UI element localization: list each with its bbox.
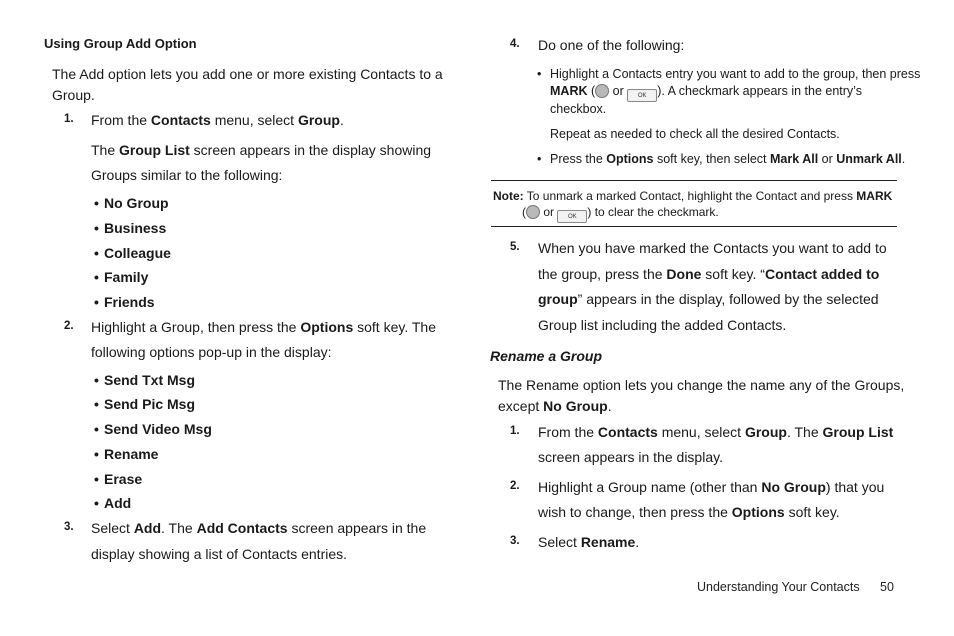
step-number: 3. bbox=[510, 535, 520, 547]
step-number: 5. bbox=[510, 241, 520, 253]
step-number: 2. bbox=[510, 480, 520, 492]
option-list-item: • Send Txt Msg bbox=[94, 372, 196, 388]
note-top-rule bbox=[491, 180, 897, 181]
option-list-item: • Rename bbox=[94, 446, 159, 462]
step5-line1: When you have marked the Contacts you want to add to bbox=[538, 240, 887, 256]
step3-text: Select Add. The Add Contacts screen appears in the bbox=[91, 520, 427, 536]
option-list-item: • Add bbox=[94, 495, 132, 511]
ok-key-icon: OK bbox=[557, 210, 587, 223]
rename-heading: Rename a Group bbox=[490, 348, 603, 364]
rename-intro-line2: except No Group. bbox=[498, 398, 612, 414]
step3-text-line2: display showing a list of Contacts entries. bbox=[91, 546, 348, 562]
mark-key-icon bbox=[526, 205, 540, 219]
step-number: 2. bbox=[64, 320, 74, 332]
step4-bullet1-line2: MARK ( or OK ). A checkmark appears in the entry’s bbox=[550, 83, 862, 102]
step2-text: Highlight a Group, then press the Options soft key. The bbox=[91, 319, 436, 335]
group-list-item: • Friends bbox=[94, 294, 155, 310]
rename-step3: Select Rename. bbox=[538, 534, 640, 550]
intro-text-line2: Group. bbox=[52, 87, 95, 103]
step1-para2-line2: Groups similar to the following: bbox=[91, 167, 283, 183]
group-list-item: • Business bbox=[94, 220, 167, 236]
rename-step2-line2: wish to change, then press the Options soft key. bbox=[538, 504, 840, 520]
rename-intro-line1: The Rename option lets you change the name any of the Groups, bbox=[498, 377, 905, 393]
step2-text-line2: following options pop-up in the display: bbox=[91, 344, 332, 360]
step5-line2: the group, press the Done soft key. “Contact added to bbox=[538, 266, 880, 282]
step5-line4: Group list including the added Contacts. bbox=[538, 317, 787, 333]
step4-bullet1-line1: • Highlight a Contacts entry you want to add to the group, then press bbox=[537, 67, 921, 81]
page-number: 50 bbox=[880, 580, 894, 594]
step-number: 1. bbox=[64, 113, 74, 125]
note-line1: Note: To unmark a marked Contact, highlight the Contact and press MARK bbox=[493, 189, 893, 203]
footer-section-title: Understanding Your Contacts bbox=[697, 580, 860, 594]
step5-line3: group” appears in the display, followed by the selected bbox=[538, 291, 879, 307]
option-list-item: • Send Video Msg bbox=[94, 421, 212, 437]
rename-step2-line1: Highlight a Group name (other than No Group) that you bbox=[538, 479, 885, 495]
rename-step1-line1: From the Contacts menu, select Group. The Group List bbox=[538, 424, 894, 440]
step4-bullet1-line3: checkbox. bbox=[550, 102, 607, 116]
step4-text: Do one of the following: bbox=[538, 37, 685, 53]
ok-key-icon: OK bbox=[627, 89, 657, 102]
note-bottom-rule bbox=[491, 226, 897, 227]
intro-text-line1: The Add option lets you add one or more existing Contacts to a bbox=[52, 66, 443, 82]
step1-para2: The Group List screen appears in the display showing bbox=[91, 142, 432, 158]
section-heading: Using Group Add Option bbox=[44, 36, 197, 51]
step4-bullet2: • Press the Options soft key, then select Mark All or Unmark All. bbox=[537, 152, 906, 166]
step-number: 1. bbox=[510, 425, 520, 437]
group-list-item: • Family bbox=[94, 269, 149, 285]
step-number: 3. bbox=[64, 521, 74, 533]
step1-text: From the Contacts menu, select Group. bbox=[91, 112, 344, 128]
note-line2: ( or OK ) to clear the checkmark. bbox=[522, 204, 719, 223]
option-list-item: • Erase bbox=[94, 471, 143, 487]
mark-key-icon bbox=[595, 84, 609, 98]
group-list-item: • No Group bbox=[94, 195, 169, 211]
group-list-item: • Colleague bbox=[94, 245, 171, 261]
rename-step1-line2: screen appears in the display. bbox=[538, 449, 723, 465]
step-number: 4. bbox=[510, 38, 520, 50]
step4-repeat-text: Repeat as needed to check all the desired Contacts. bbox=[550, 127, 840, 141]
option-list-item: • Send Pic Msg bbox=[94, 396, 196, 412]
